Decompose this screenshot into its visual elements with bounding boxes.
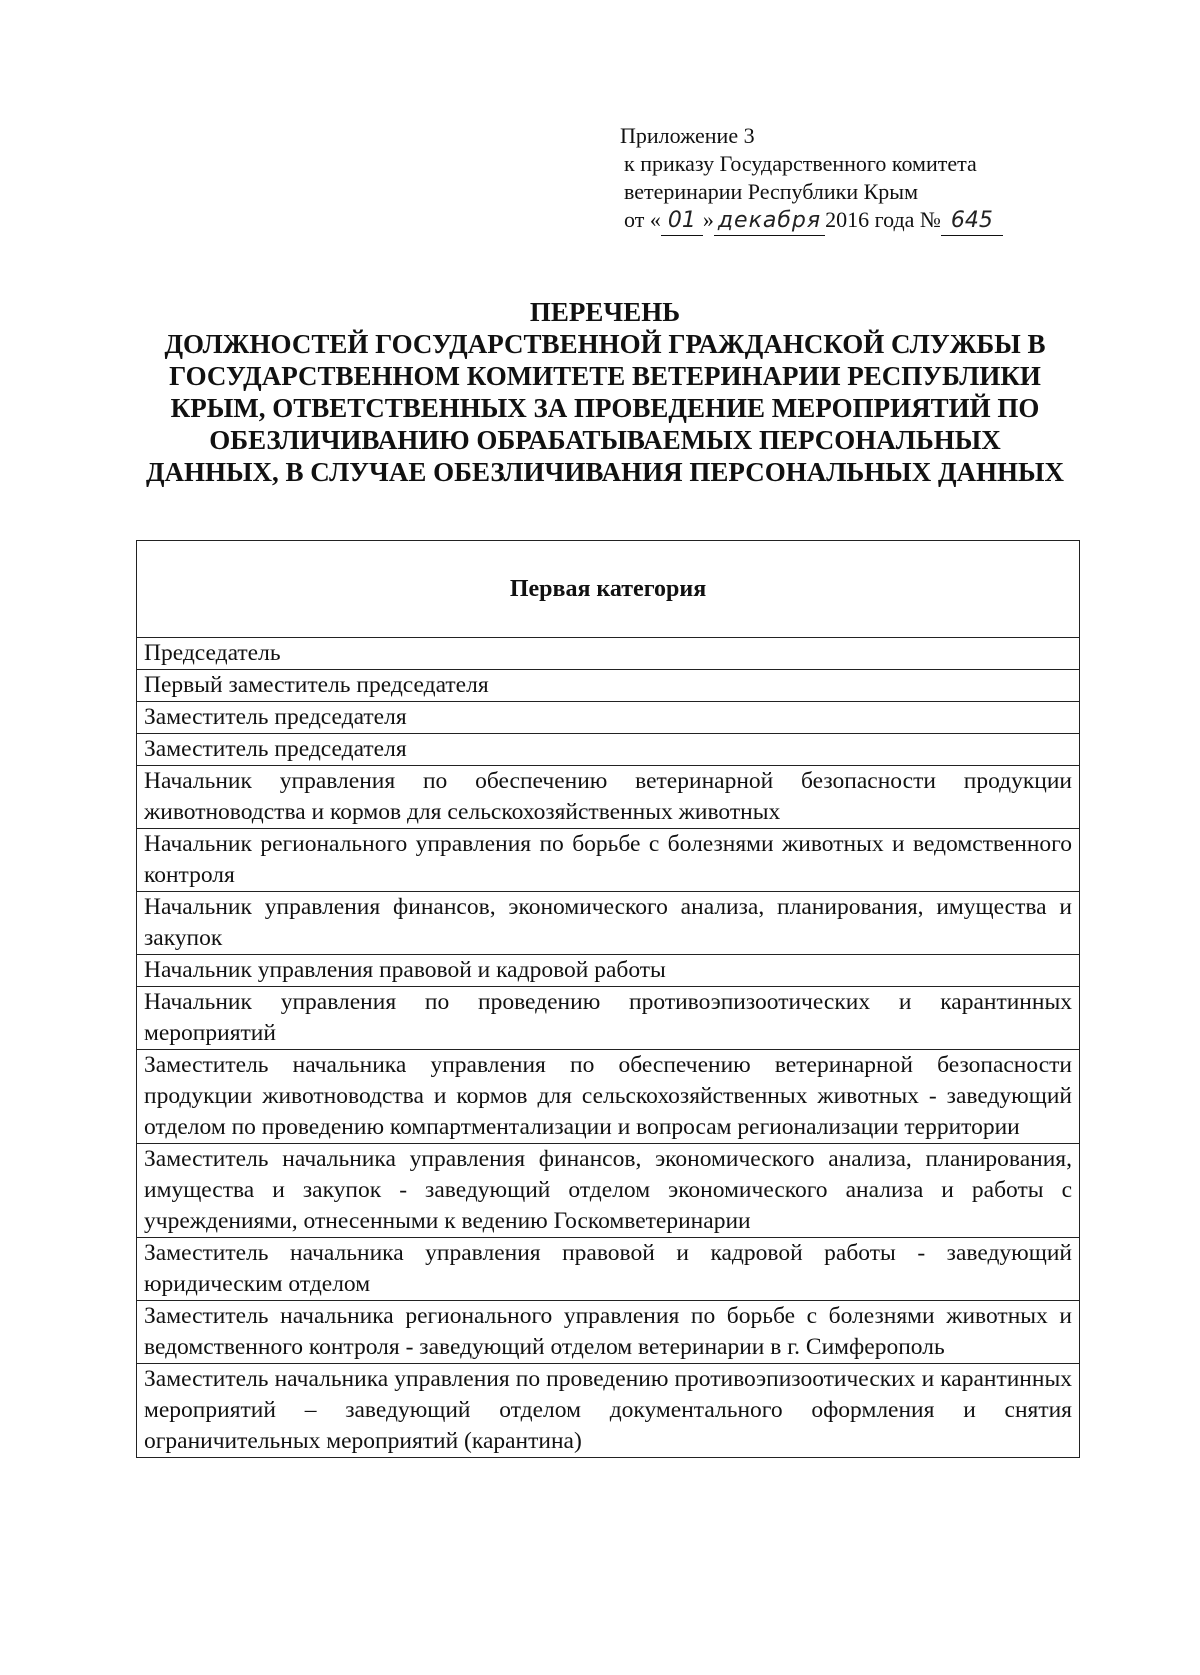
order-reference: к приказу Государственного комитета bbox=[624, 151, 977, 176]
title-line: ДОЛЖНОСТЕЙ ГОСУДАРСТВЕННОЙ ГРАЖДАНСКОЙ СЛУЖБЫ В bbox=[164, 329, 1046, 359]
handwritten-month: декабря bbox=[714, 207, 825, 236]
handwritten-order-number: 645 bbox=[941, 207, 1003, 236]
table-row bbox=[137, 987, 1080, 1050]
category-heading: Первая категория bbox=[137, 541, 1080, 638]
table-row bbox=[137, 670, 1080, 702]
table-row bbox=[137, 1364, 1080, 1458]
appendix-number: Приложение 3 bbox=[620, 123, 755, 148]
position-cell: Начальник регионального управления по борьбе с болезнями животных и ведомственного контроля bbox=[137, 829, 1080, 892]
table-row bbox=[137, 702, 1080, 734]
position-cell: Заместитель председателя bbox=[137, 734, 1080, 766]
position-cell: Заместитель председателя bbox=[137, 702, 1080, 734]
document-title bbox=[120, 296, 1090, 488]
position-cell: Заместитель начальника регионального управления по борьбе с болезнями животных и ведомственного контроля - заведующий отделом ветеринарии в г. Симферополь bbox=[137, 1301, 1080, 1364]
title-line: ОБЕЗЛИЧИВАНИЮ ОБРАБАТЫВАЕМЫХ ПЕРСОНАЛЬНЫХ bbox=[209, 425, 1001, 455]
position-cell: Начальник управления финансов, экономического анализа, планирования, имущества и закупок bbox=[137, 892, 1080, 955]
position-cell: Заместитель начальника управления финансов, экономического анализа, планирования, имущества и закупок - заведующий отделом экономического анализа и работы с учреждениями, отнесенными к ведению Госкомветеринарии bbox=[137, 1144, 1080, 1238]
appendix-header bbox=[620, 122, 1040, 236]
table-row bbox=[137, 1301, 1080, 1364]
date-mid: » bbox=[702, 207, 714, 232]
year-suffix: 2016 года № bbox=[825, 207, 941, 232]
position-cell: Первый заместитель председателя bbox=[137, 670, 1080, 702]
order-date-line bbox=[620, 206, 1040, 236]
positions-table bbox=[136, 540, 1080, 1458]
table-row bbox=[137, 638, 1080, 670]
table-row bbox=[137, 955, 1080, 987]
table-row bbox=[137, 829, 1080, 892]
position-cell: Заместитель начальника управления правовой и кадровой работы - заведующий юридическим отделом bbox=[137, 1238, 1080, 1301]
title-line: ГОСУДАРСТВЕННОМ КОМИТЕТЕ ВЕТЕРИНАРИИ РЕСПУБЛИКИ bbox=[169, 361, 1041, 391]
position-cell: Начальник управления по проведению противоэпизоотических и карантинных мероприятий bbox=[137, 987, 1080, 1050]
position-cell: Начальник управления правовой и кадровой работы bbox=[137, 955, 1080, 987]
table-row bbox=[137, 1144, 1080, 1238]
title-line: КРЫМ, ОТВЕТСТВЕННЫХ ЗА ПРОВЕДЕНИЕ МЕРОПРИЯТИЙ ПО bbox=[170, 393, 1040, 423]
position-cell: Заместитель начальника управления по обеспечению ветеринарной безопасности продукции животноводства и кормов для сельскохозяйственных животных - заведующий отделом по проведению компартментализации и вопросам регионализации территории bbox=[137, 1050, 1080, 1144]
title-line: ДАННЫХ, В СЛУЧАЕ ОБЕЗЛИЧИВАНИЯ ПЕРСОНАЛЬНЫХ ДАННЫХ bbox=[145, 457, 1065, 487]
table-row bbox=[137, 734, 1080, 766]
table-row bbox=[137, 892, 1080, 955]
category-row bbox=[137, 541, 1080, 638]
position-cell: Председатель bbox=[137, 638, 1080, 670]
position-cell: Заместитель начальника управления по проведению противоэпизоотических и карантинных мероприятий – заведующий отделом документального оформления и снятия ограничительных мероприятий (карантина) bbox=[137, 1364, 1080, 1458]
date-prefix: от « bbox=[624, 207, 661, 232]
committee-name: ветеринарии Республики Крым bbox=[624, 179, 919, 204]
title-main: ПЕРЕЧЕНЬ bbox=[529, 297, 681, 327]
handwritten-day: 01 bbox=[661, 207, 703, 236]
table-row bbox=[137, 766, 1080, 829]
position-cell: Начальник управления по обеспечению ветеринарной безопасности продукции животноводства и кормов для сельскохозяйственных животных bbox=[137, 766, 1080, 829]
table-row bbox=[137, 1238, 1080, 1301]
table-row bbox=[137, 1050, 1080, 1144]
